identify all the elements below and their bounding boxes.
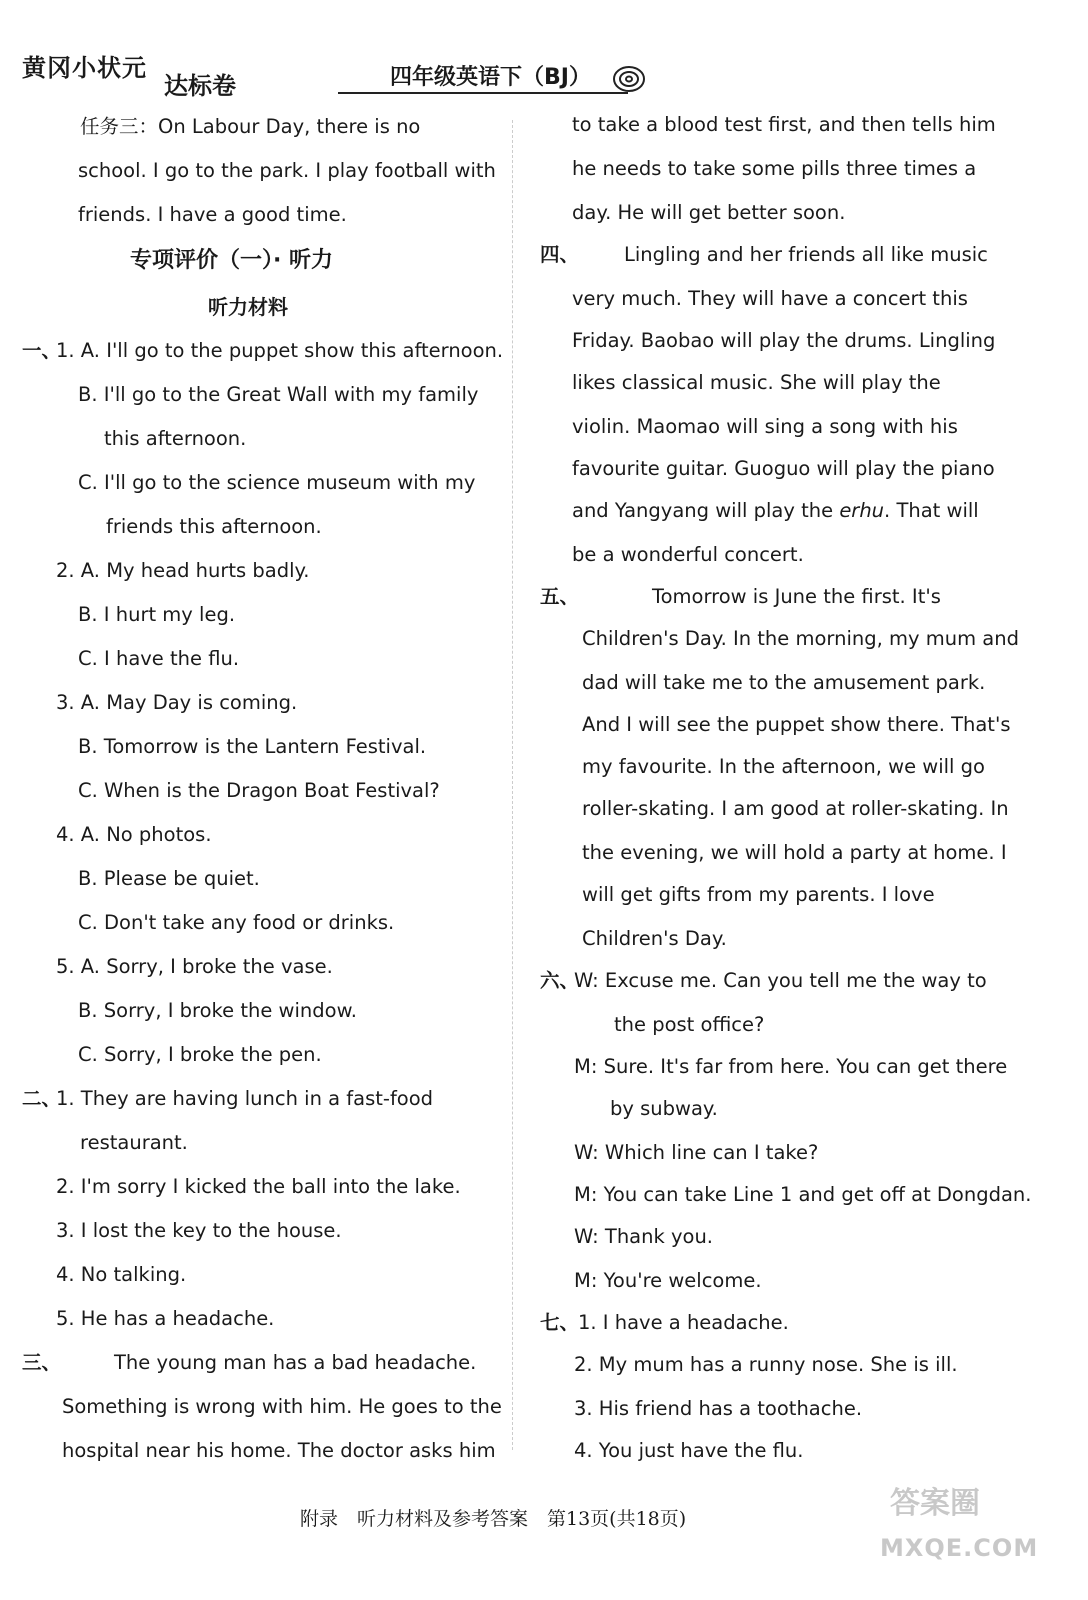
section-title: 专项评价（一）· 听力 <box>130 248 334 273</box>
part-5-line-4: And I will see the puppet show there. That's <box>582 713 1011 736</box>
part-6-label: 六、 <box>540 969 580 992</box>
part-4-line-7-text: and Yangyang will play the <box>572 499 834 522</box>
part-2-item-1: 1. They are having lunch in a fast-food <box>56 1087 434 1110</box>
part-5-line-5: my favourite. In the afternoon, we will go <box>582 755 985 778</box>
part-6-line-3: M: Sure. It's far from here. You can get there <box>574 1055 1008 1078</box>
part-5-line-1: Tomorrow is June the first. It's <box>652 585 941 608</box>
part-5-line-3: dad will take me to the amusement park. <box>582 671 986 694</box>
part-2-item-4: 4. No talking. <box>56 1263 187 1286</box>
q2-option-b: B. I hurt my leg. <box>78 603 236 626</box>
q3-option-c: C. When is the Dragon Boat Festival? <box>78 779 440 802</box>
task-line-3: friends. I have a good time. <box>78 203 347 226</box>
q1-option-b: B. I'll go to the Great Wall with my family <box>78 383 479 406</box>
part-2-item-2: 2. I'm sorry I kicked the ball into the lake. <box>56 1175 461 1198</box>
part-2-item-1-cont: restaurant. <box>80 1131 188 1154</box>
part-3-cont-2: he needs to take some pills three times a <box>572 157 977 180</box>
part-7-item-2: 2. My mum has a runny nose. She is ill. <box>574 1353 958 1376</box>
part-3-cont-1: to take a blood test first, and then tells him <box>572 113 996 136</box>
part-6-line-6: M: You can take Line 1 and get off at Dongdan. <box>574 1183 1032 1206</box>
part-3-label: 三、 <box>22 1351 62 1374</box>
q5-option-a: 5. A. Sorry, I broke the vase. <box>56 955 333 978</box>
part-6-line-8: M: You're welcome. <box>574 1269 762 1292</box>
part-6-line-4: by subway. <box>610 1097 718 1120</box>
part-4-line-6: favourite guitar. Guoguo will play the piano <box>572 457 995 480</box>
task-line-1: 任务三：On Labour Day, there is no <box>80 115 421 138</box>
q3-option-b: B. Tomorrow is the Lantern Festival. <box>78 735 427 758</box>
column-divider <box>512 120 513 1450</box>
part-5-label: 五、 <box>540 585 580 608</box>
q5-option-c: C. Sorry, I broke the pen. <box>78 1043 322 1066</box>
q3-option-a: 3. A. May Day is coming. <box>56 691 298 714</box>
part-7-label: 七、 <box>540 1311 580 1334</box>
part-6-line-7: W: Thank you. <box>574 1225 714 1248</box>
watermark-url: MXQE.COM <box>880 1534 1039 1562</box>
part-6-line-1: W: Excuse me. Can you tell me the way to <box>574 969 987 992</box>
task-line-2: school. I go to the park. I play football with <box>78 159 496 182</box>
part-4-line-7 <box>572 498 979 524</box>
part-3-line-2: Something is wrong with him. He goes to the <box>62 1395 502 1418</box>
q4-option-a: 4. A. No photos. <box>56 823 212 846</box>
brand-subtitle: 达标卷 <box>164 71 236 100</box>
q1-option-c-cont: friends this afternoon. <box>106 515 322 538</box>
swirl-icon <box>612 64 646 94</box>
part-4-line-1: Lingling and her friends all like music <box>624 243 988 266</box>
footer-page-info: 附录 听力材料及参考答案 第13页(共18页) <box>300 1508 687 1530</box>
part-6-line-2: the post office? <box>614 1013 765 1036</box>
part-6-line-5: W: Which line can I take? <box>574 1141 819 1164</box>
part-2-label: 二、 <box>22 1087 62 1110</box>
section-subtitle: 听力材料 <box>208 295 288 319</box>
part-4-line-4: likes classical music. She will play the <box>572 371 941 394</box>
part-4-erhu: erhu <box>839 499 885 522</box>
q5-option-b: B. Sorry, I broke the window. <box>78 999 357 1022</box>
part-1-label: 一、 <box>22 339 62 362</box>
part-4-line-8: be a wonderful concert. <box>572 543 804 566</box>
part-4-line-3: Friday. Baobao will play the drums. Lingling <box>572 329 996 352</box>
q1-option-b-cont: this afternoon. <box>104 427 247 450</box>
part-3-cont-3: day. He will get better soon. <box>572 201 846 224</box>
part-5-line-2: Children's Day. In the morning, my mum and <box>582 627 1019 650</box>
part-2-item-3: 3. I lost the key to the house. <box>56 1219 342 1242</box>
q1-option-a: 1. A. I'll go to the puppet show this afternoon. <box>56 339 504 362</box>
q4-option-c: C. Don't take any food or drinks. <box>78 911 395 934</box>
header-underline <box>338 92 628 94</box>
book-title: 四年级英语下（BJ） <box>390 65 591 90</box>
part-4-line-5: violin. Maomao will sing a song with his <box>572 415 958 438</box>
part-7-item-1: 1. I have a headache. <box>578 1311 789 1334</box>
part-5-line-7: the evening, we will hold a party at home. I <box>582 841 1007 864</box>
part-4-line-7-end: . That will <box>884 499 979 522</box>
part-7-item-4: 4. You just have the flu. <box>574 1439 804 1462</box>
part-7-item-3: 3. His friend has a toothache. <box>574 1397 863 1420</box>
part-4-line-2: very much. They will have a concert this <box>572 287 968 310</box>
brand-logo: 黄冈小状元 <box>22 53 147 82</box>
q2-option-c: C. I have the flu. <box>78 647 240 670</box>
part-5-line-9: Children's Day. <box>582 927 727 950</box>
q1-option-c: C. I'll go to the science museum with my <box>78 471 476 494</box>
page-header <box>0 0 1088 110</box>
q2-option-a: 2. A. My head hurts badly. <box>56 559 310 582</box>
watermark-logo: 答案圈 <box>890 1486 980 1521</box>
part-3-line-3: hospital near his home. The doctor asks him <box>62 1439 496 1462</box>
part-5-line-8: will get gifts from my parents. I love <box>582 883 935 906</box>
part-5-line-6: roller-skating. I am good at roller-skating. In <box>582 797 1009 820</box>
part-4-label: 四、 <box>540 243 580 266</box>
part-3-line-1: The young man has a bad headache. <box>114 1351 477 1374</box>
q4-option-b: B. Please be quiet. <box>78 867 260 890</box>
part-2-item-5: 5. He has a headache. <box>56 1307 275 1330</box>
